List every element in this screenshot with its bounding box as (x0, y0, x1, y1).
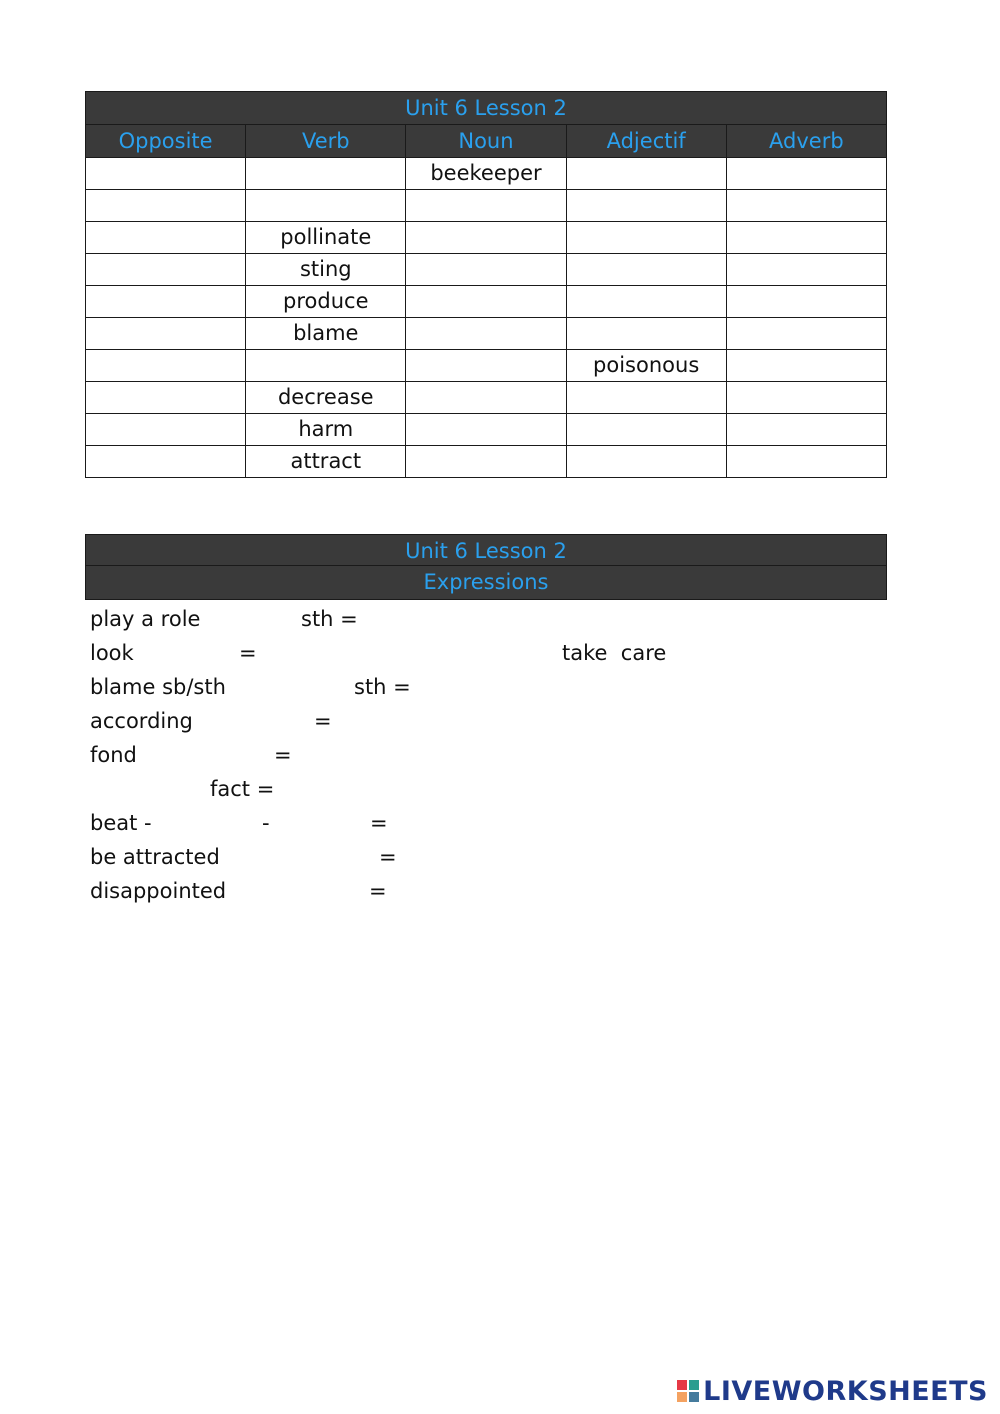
answer-cell[interactable] (86, 414, 246, 446)
expression-text: be attracted (90, 845, 220, 869)
expression-text: take care (562, 641, 667, 665)
expressions-subtitle: Expressions (85, 566, 887, 600)
answer-cell[interactable] (406, 446, 566, 478)
answer-cell[interactable] (406, 190, 566, 222)
expression-text: according (90, 709, 193, 733)
expression-text: = (370, 811, 388, 835)
expression-text: blame sb/sth (90, 675, 226, 699)
answer-cell[interactable] (726, 254, 886, 286)
expression-text: disappointed (90, 879, 227, 903)
liveworksheets-logo[interactable] (677, 1374, 988, 1408)
expression-text: beat - (90, 811, 152, 835)
answer-cell[interactable] (86, 286, 246, 318)
answer-cell[interactable] (406, 318, 566, 350)
liveworksheets-logo-icon (677, 1380, 699, 1402)
answer-cell[interactable] (566, 446, 726, 478)
answer-cell[interactable] (566, 158, 726, 190)
answer-cell[interactable] (86, 350, 246, 382)
table-title: Unit 6 Lesson 2 (86, 92, 887, 125)
table-row (86, 318, 887, 350)
expression-text: - (262, 811, 270, 835)
table-cell: decrease (246, 382, 406, 414)
table-cell: poisonous (566, 350, 726, 382)
column-header-opposite: Opposite (86, 125, 246, 158)
answer-cell[interactable] (726, 382, 886, 414)
answer-cell[interactable] (406, 254, 566, 286)
table-row (86, 158, 887, 190)
expressions-title: Unit 6 Lesson 2 (85, 534, 887, 566)
expression-text: look (90, 641, 134, 665)
answer-cell[interactable] (86, 222, 246, 254)
answer-cell[interactable] (726, 446, 886, 478)
column-header-noun: Noun (406, 125, 566, 158)
expressions-header (85, 534, 887, 600)
expression-text: = (369, 879, 387, 903)
answer-cell[interactable] (86, 158, 246, 190)
table-cell: attract (246, 446, 406, 478)
answer-cell[interactable] (566, 286, 726, 318)
table-row (86, 190, 887, 222)
table-cell: produce (246, 286, 406, 318)
answer-cell[interactable] (726, 350, 886, 382)
table-cell: beekeeper (406, 158, 566, 190)
answer-cell[interactable] (566, 414, 726, 446)
answer-cell[interactable] (86, 190, 246, 222)
expression-text: = (314, 709, 332, 733)
answer-cell[interactable] (406, 382, 566, 414)
table-row (86, 222, 887, 254)
answer-cell[interactable] (406, 414, 566, 446)
answer-cell[interactable] (726, 158, 886, 190)
expression-text: fond (90, 743, 137, 767)
expression-text: sth = (301, 607, 358, 631)
answer-cell[interactable] (86, 318, 246, 350)
answer-cell[interactable] (726, 190, 886, 222)
answer-cell[interactable] (566, 382, 726, 414)
answer-cell[interactable] (566, 318, 726, 350)
answer-cell[interactable] (246, 190, 406, 222)
expression-text: = (379, 845, 397, 869)
answer-cell[interactable] (726, 318, 886, 350)
table-row (86, 350, 887, 382)
table-row (86, 446, 887, 478)
answer-cell[interactable] (246, 158, 406, 190)
column-header-verb: Verb (246, 125, 406, 158)
answer-cell[interactable] (406, 350, 566, 382)
table-row (86, 414, 887, 446)
table-row (86, 382, 887, 414)
word-formation-table (85, 91, 887, 478)
answer-cell[interactable] (726, 414, 886, 446)
answer-cell[interactable] (246, 350, 406, 382)
table-row (86, 286, 887, 318)
table-cell: pollinate (246, 222, 406, 254)
answer-cell[interactable] (86, 254, 246, 286)
table-row (86, 254, 887, 286)
answer-cell[interactable] (566, 254, 726, 286)
answer-cell[interactable] (86, 382, 246, 414)
table-cell: blame (246, 318, 406, 350)
column-header-adjectif: Adjectif (566, 125, 726, 158)
answer-cell[interactable] (566, 190, 726, 222)
answer-cell[interactable] (86, 446, 246, 478)
answer-cell[interactable] (566, 222, 726, 254)
answer-cell[interactable] (726, 286, 886, 318)
column-header-adverb: Adverb (726, 125, 886, 158)
expression-text: = (274, 743, 292, 767)
table-cell: sting (246, 254, 406, 286)
expression-text: fact = (210, 777, 275, 801)
expression-text: = (239, 641, 257, 665)
answer-cell[interactable] (406, 286, 566, 318)
table-cell: harm (246, 414, 406, 446)
answer-cell[interactable] (406, 222, 566, 254)
logo-text: LIVEWORKSHEETS (703, 1375, 988, 1407)
expression-text: sth = (354, 675, 411, 699)
answer-cell[interactable] (726, 222, 886, 254)
expression-text: play a role (90, 607, 201, 631)
